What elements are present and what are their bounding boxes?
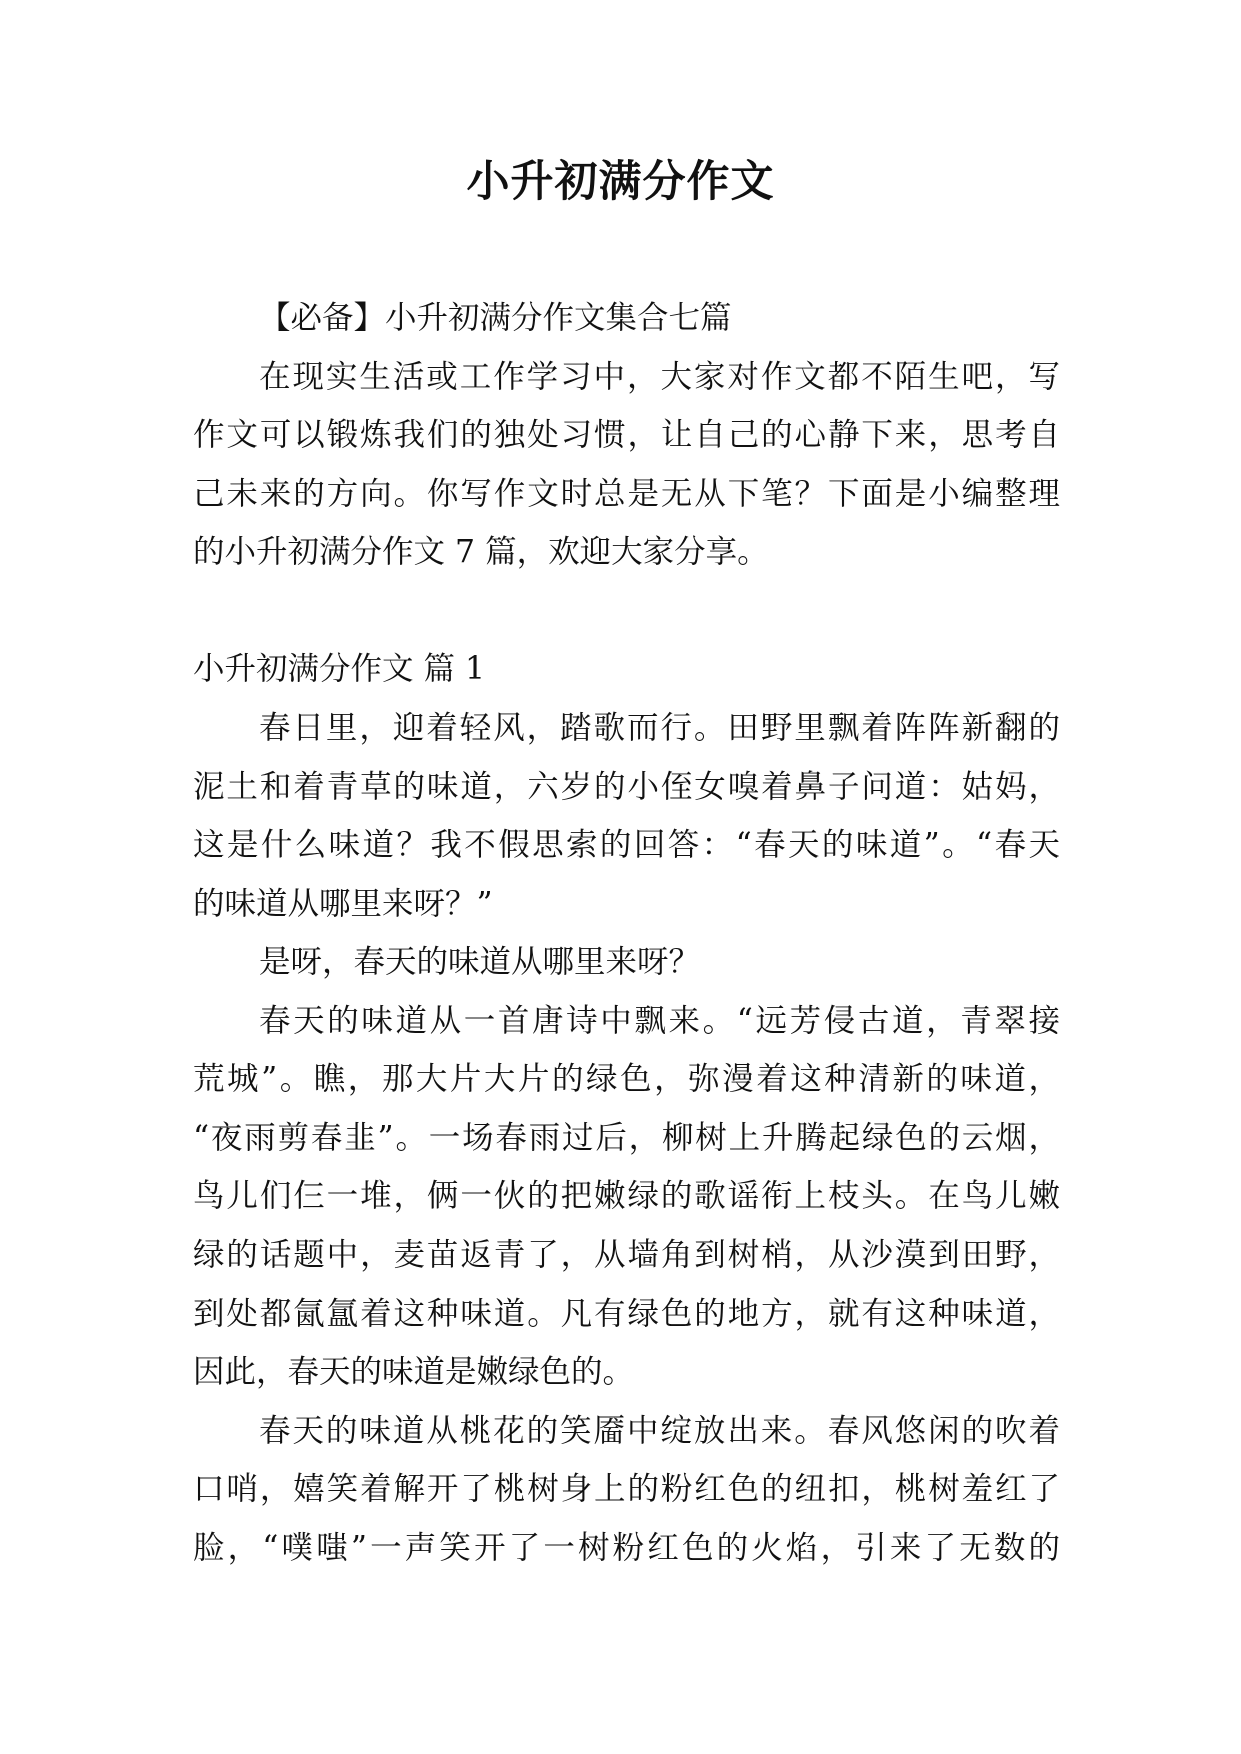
paragraph-line: “夜雨剪春韭”。一场春雨过后，柳树上升腾起绿色的云烟， <box>193 1119 1060 1156</box>
paragraph-line: 泥土和着青草的味道，六岁的小侄女嗅着鼻子问道：姑妈， <box>193 768 1060 805</box>
blank-line <box>193 582 1060 641</box>
paragraph-line: 这是什么味道？我不假思索的回答：“春天的味道”。“春天 <box>193 827 1060 864</box>
paragraph <box>193 699 1060 933</box>
intro-line: 的小升初满分作文 7 篇，欢迎大家分享。 <box>193 534 769 571</box>
paragraph <box>193 933 1060 992</box>
paragraph-line: 到处都氤氲着这种味道。凡有绿色的地方，就有这种味道， <box>193 1295 1060 1332</box>
paragraph-line: 口哨，嬉笑着解开了桃树身上的粉红色的纽扣，桃树羞红了 <box>193 1471 1060 1508</box>
paragraph-line: 荒城”。瞧，那大片大片的绿色，弥漫着这种清新的味道， <box>193 1061 1060 1098</box>
intro-line: 在现实生活或工作学习中，大家对作文都不陌生吧，写 <box>259 358 1060 395</box>
paragraph-line: 因此，春天的味道是嫩绿色的。 <box>193 1354 635 1391</box>
paragraph-line: 的味道从哪里来呀？” <box>193 885 493 922</box>
paragraph <box>193 992 1060 1402</box>
paragraph-line: 脸，“噗嗤”一声笑开了一树粉红色的火焰，引来了无数的 <box>193 1529 1060 1566</box>
paragraph-line: 鸟儿们仨一堆，俩一伙的把嫩绿的歌谣衔上枝头。在鸟儿嫩 <box>193 1178 1060 1215</box>
document-body <box>193 289 1060 1577</box>
paragraph-line: 是呀，春天的味道从哪里来呀？ <box>259 944 701 981</box>
paragraph-line: 春日里，迎着轻风，踏歌而行。田野里飘着阵阵新翻的 <box>259 709 1060 746</box>
paragraph-line: 春天的味道从桃花的笑靥中绽放出来。春风悠闲的吹着 <box>259 1412 1060 1449</box>
intro-paragraph <box>193 348 1060 582</box>
intro-heading: 【必备】小升初满分作文集合七篇 <box>259 300 732 336</box>
section-heading: 小升初满分作文 篇 1 <box>193 651 486 688</box>
paragraph <box>193 1402 1060 1578</box>
paragraph-line: 春天的味道从一首唐诗中飘来。“远芳侵古道，青翠接 <box>259 1002 1060 1039</box>
paragraph-line: 绿的话题中，麦苗返青了，从墙角到树梢，从沙漠到田野， <box>193 1237 1060 1273</box>
document-title: 小升初满分作文 <box>466 157 775 207</box>
intro-line: 作文可以锻炼我们的独处习惯，让自己的心静下来，思考自 <box>193 417 1060 454</box>
intro-line: 己未来的方向。你写作文时总是无从下笔？下面是小编整理 <box>193 475 1060 512</box>
